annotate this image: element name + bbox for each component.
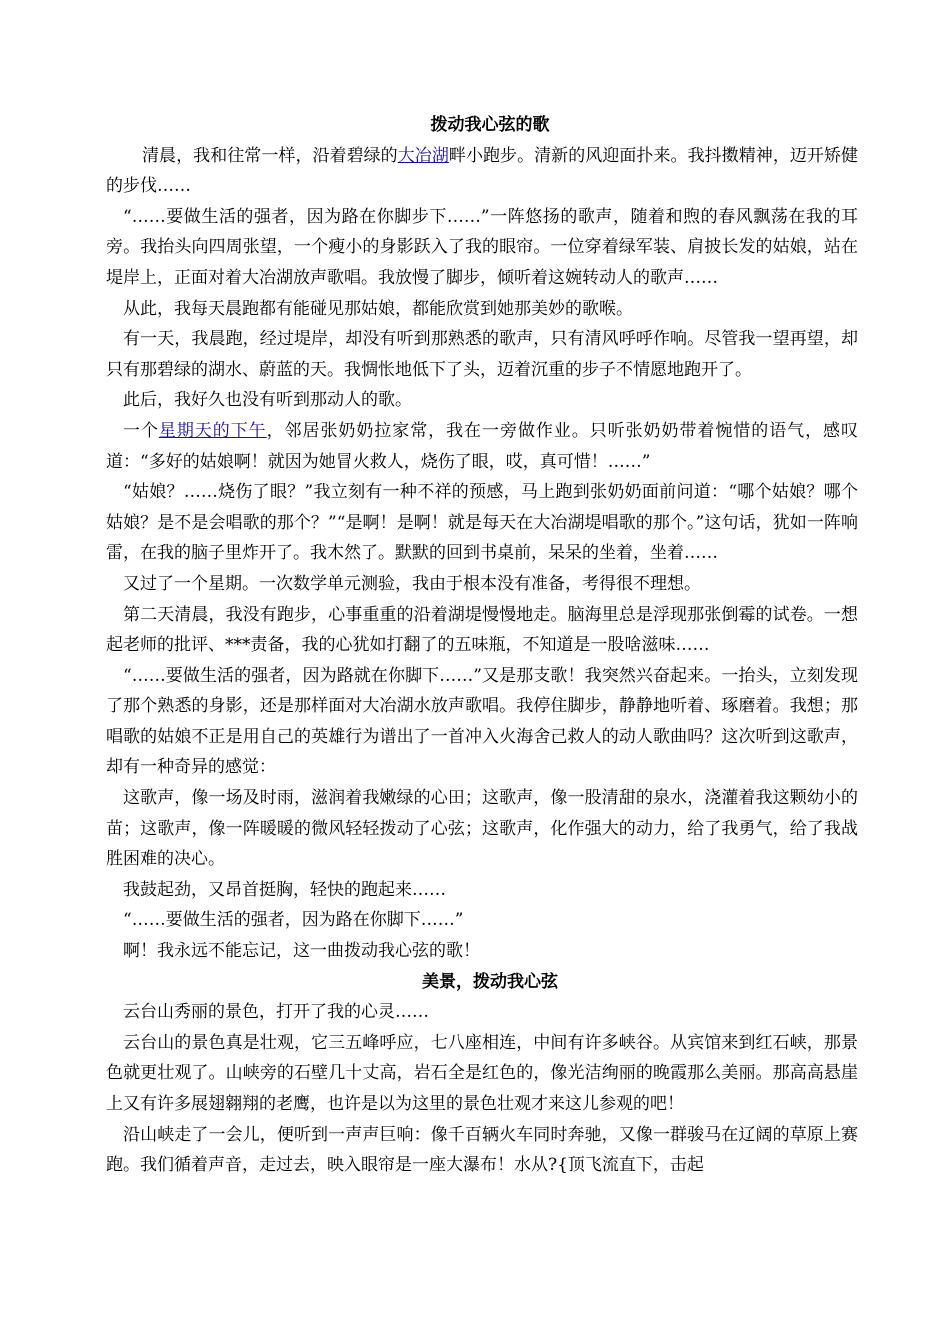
paragraph: 有一天，我晨跑，经过堤岸，却没有听到那熟悉的歌声，只有清风呼呼作响。尽管我一望再望，却只有那碧绿的湖水、蔚蓝的天。我惆怅地低下了头，迈着沉重的步子不情愿地跑开了。 (106, 329, 858, 380)
paragraph: “……要做生活的强者，因为路就在你脚下……”又是那支歌！我突然兴奋起来。一抬头，立刻发现了那个熟悉的身影，还是那样面对大冶湖水放声歌唱。我停住脚步，静静地听着、琢磨着。我想；那唱歌的姑娘不正是用自己的英雄行为谱出了一首冲入火海舍己救人的动人歌曲吗？这次听到这歌声，却有一种奇异的感觉： (106, 665, 858, 778)
paragraph (106, 141, 858, 202)
paragraph: 这歌声，像一场及时雨，滋润着我嫩绿的心田；这歌声，像一股清甜的泉水，浇灌着我这颗幼小的苗；这歌声，像一阵暖暖的微风轻轻拨动了心弦；这歌声，化作强大的动力，给了我勇气，给了我战胜困难的决心。 (106, 788, 858, 870)
paragraph: 沿山峡走了一会儿，便听到一声声巨响：像千百辆火车同时奔驰，又像一群骏马在辽阔的草原上赛跑。我们循着声音，走过去，映入眼帘是一座大瀑布！水从?{顶飞流直下，击起 (106, 1124, 858, 1176)
paragraph: “……要做生活的强者，因为路在你脚步下……”一阵悠扬的歌声，随着和煦的春风飘荡在我的耳旁。我抬头向四周张望，一个瘦小的身影跃入了我的眼帘。一位穿着绿军装、肩披长发的姑娘，站在堤岸上，正面对着大冶湖放声歌唱。我放慢了脚步，倾听着这婉转动人的歌声…… (106, 206, 858, 288)
paragraph: 从此，我每天晨跑都有能碰见那姑娘，都能欣赏到她那美妙的歌喉。 (123, 298, 633, 319)
paragraph: 此后，我好久也没有听到那动人的歌。 (123, 390, 412, 411)
paragraph (106, 416, 858, 477)
paragraph: 又过了一个星期。一次数学单元测验，我由于根本没有准备，考得很不理想。 (123, 573, 701, 594)
article-title: 美景，拨动我心弦 (422, 971, 558, 992)
paragraph-text: 畔小跑步。清新的风迎面扑来。我抖擞精神，迈开矫健的步伐…… (106, 145, 859, 197)
sunday-afternoon-link[interactable]: 星期天的下午 (158, 420, 267, 441)
paragraph: 啊！我永远不能忘记，这一曲拨动我心弦的歌！ (123, 941, 480, 962)
paragraph: 云台山的景色真是壮观，它三五峰呼应，七八座相连，中间有许多峡谷。从宾馆来到红石峡，那景色就更壮观了。山峡旁的石壁几十丈高，岩石全是红色的，像光洁绚丽的晚霞那么美丽。那高高悬崖上又有许多展翅翱翔的老鹰，也许是以为这里的景色壮观才来这儿参观的吧！ (106, 1032, 858, 1114)
paragraph: 我鼓起劲，又昂首挺胸，轻快的跑起来…… (123, 879, 446, 900)
paragraph: “姑娘？……烧伤了眼？”我立刻有一种不祥的预感，马上跑到张奶奶面前问道：“哪个姑娘？哪个姑娘？是不是会唱歌的那个？”“是啊！是啊！就是每天在大冶湖堤唱歌的那个。”这句话，犹如一阵响雷，在我的脑子里炸开了。我木然了。默默的回到书桌前，呆呆的坐着，坐着…… (106, 482, 858, 564)
document-page (106, 110, 858, 1181)
paragraph: “……要做生活的强者，因为路在你脚下……” (123, 910, 464, 931)
paragraph-text: 清晨，我和往常一样，沿着碧绿的 (142, 145, 398, 166)
paragraph-text: ，邻居张奶奶拉家常，我在一旁做作业。只听张奶奶带着惋惜的语气，感叹道：“多好的姑娘啊！就因为她冒火救人，烧伤了眼，哎，真可惜！……” (106, 420, 859, 472)
paragraph: 云台山秀丽的景色，打开了我的心灵…… (123, 1002, 429, 1023)
paragraph-text: 一个 (123, 420, 159, 441)
article-title: 拨动我心弦的歌 (430, 115, 550, 135)
lake-link[interactable]: 大冶湖 (397, 145, 449, 166)
paragraph: 第二天清晨，我没有跑步，心事重重的沿着湖堤慢慢地走。脑海里总是浮现那张倒霉的试卷。一想起老师的批评、***责备，我的心犹如打翻了的五味瓶，不知道是一股啥滋味…… (106, 604, 858, 656)
